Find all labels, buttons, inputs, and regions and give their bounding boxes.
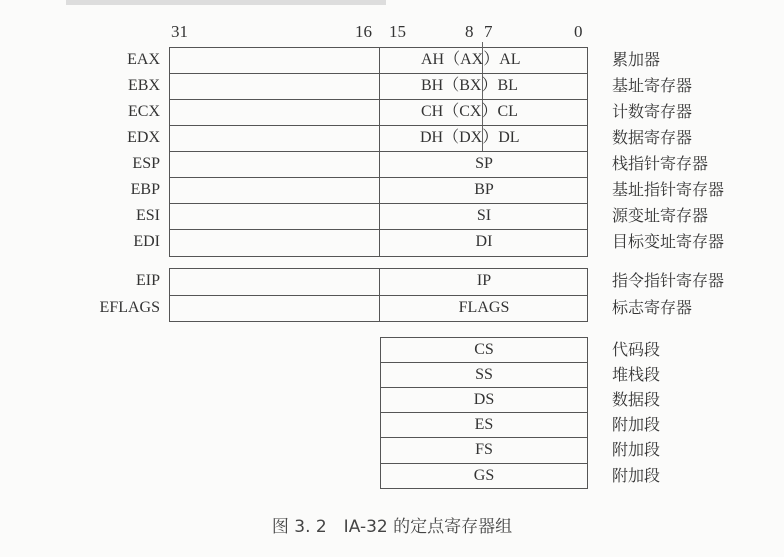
seg-desc-fs: 附加段 xyxy=(612,440,661,459)
bit-label-0: 0 xyxy=(574,22,583,41)
seg-desc-cs: 代码段 xyxy=(612,340,661,359)
seg-desc-ds: 数据段 xyxy=(612,390,661,409)
reg-low-esp: SP xyxy=(475,155,493,172)
bit-label-7: 7 xyxy=(484,22,493,41)
reg-low-ecx: CH（CX）CL xyxy=(421,103,518,120)
reg-desc-ecx: 计数寄存器 xyxy=(612,102,693,121)
row-line xyxy=(169,73,588,74)
top-edge-strip xyxy=(66,0,386,5)
reg-name-edx: EDX xyxy=(127,129,160,146)
row-line xyxy=(169,99,588,100)
reg-name-eax: EAX xyxy=(127,51,160,68)
bit-label-15: 15 xyxy=(389,22,406,41)
reg-name-ebx: EBX xyxy=(128,77,160,94)
reg-desc-edx: 数据寄存器 xyxy=(612,128,693,147)
reg-name-edi: EDI xyxy=(133,233,160,250)
reg-low-eflags: FLAGS xyxy=(458,299,510,316)
seg-fs: FS xyxy=(475,441,493,458)
reg-desc-ebx: 基址寄存器 xyxy=(612,76,693,95)
reg-desc-eax: 累加器 xyxy=(612,50,661,69)
seg-desc-es: 附加段 xyxy=(612,415,661,434)
reg-low-edi: DI xyxy=(475,233,493,250)
reg-low-eip: IP xyxy=(476,272,492,289)
reg-low-edx: DH（DX）DL xyxy=(420,129,520,146)
seg-es: ES xyxy=(474,416,494,433)
reg-desc-edi: 目标变址寄存器 xyxy=(612,232,725,251)
reg-low-ebp: BP xyxy=(474,181,494,198)
reg-name-eflags: EFLAGS xyxy=(99,299,160,316)
row-line xyxy=(169,125,588,126)
reg-low-ebx: BH（BX）BL xyxy=(421,77,518,94)
reg-desc-esi: 源变址寄存器 xyxy=(612,206,709,225)
seg-gs: GS xyxy=(473,467,495,484)
reg-name-esp: ESP xyxy=(132,155,160,172)
reg-name-ebp: EBP xyxy=(130,181,160,198)
figure-caption: 图 3. 2 IA-32 的定点寄存器组 xyxy=(271,517,513,537)
reg-desc-esp: 栈指针寄存器 xyxy=(612,154,709,173)
bit-label-31: 31 xyxy=(171,22,188,41)
reg-desc-eip: 指令指针寄存器 xyxy=(612,271,725,290)
seg-ds: DS xyxy=(473,391,495,408)
reg-desc-ebp: 基址指针寄存器 xyxy=(612,180,725,199)
reg-name-eip: EIP xyxy=(136,272,160,289)
seg-desc-ss: 堆栈段 xyxy=(612,365,661,384)
reg-low-esi: SI xyxy=(476,207,492,224)
seg-desc-gs: 附加段 xyxy=(612,466,661,485)
seg-ss: SS xyxy=(475,366,493,383)
seg-cs: CS xyxy=(474,341,494,358)
bit-label-8: 8 xyxy=(465,22,474,41)
reg-name-ecx: ECX xyxy=(128,103,160,120)
reg-low-eax: AH（AX）AL xyxy=(421,51,521,68)
reg-name-esi: ESI xyxy=(136,207,160,224)
bit-label-16: 16 xyxy=(355,22,372,41)
reg-desc-eflags: 标志寄存器 xyxy=(612,298,693,317)
